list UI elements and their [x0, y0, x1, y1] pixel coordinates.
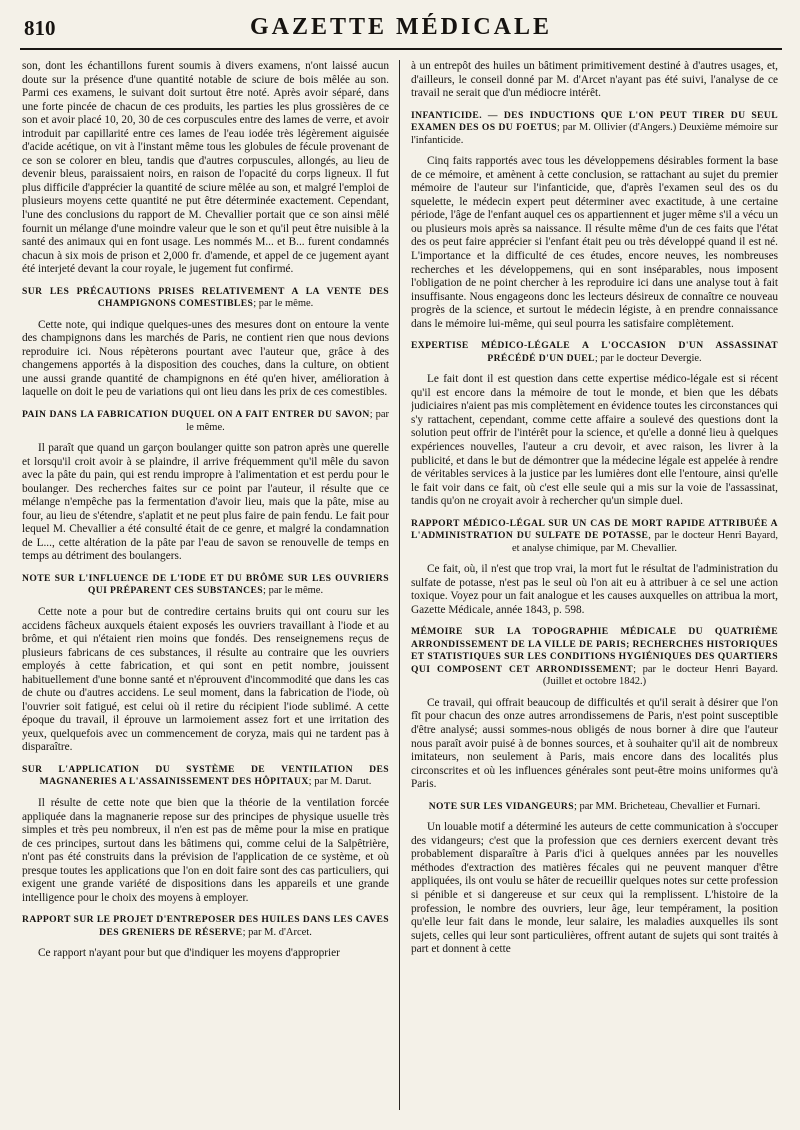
section-heading [411, 626, 778, 689]
section-heading-title: PAIN DANS LA FABRICATION DUQUEL ON A FAIT ENTRER DU SAVON [22, 409, 370, 421]
paragraph: à un entrepôt des huiles un bâtiment primitivement destiné à d'autres usages, et, d'ailleurs, le conseil donné par M. d'Arcet n'ayant pas été suivi, l'analyse de ce travail ne serait que d'un médiocre intérêt. [411, 60, 778, 100]
section-heading-title: SUR L'APPLICATION DU SYSTÈME DE VENTILATION DES MAGNANERIES A L'ASSAINISSEMENT DES HÔPITAUX [22, 763, 389, 788]
section-heading-author: ; par M. Darut. [308, 776, 372, 788]
paragraph: Ce rapport n'ayant pour but que d'indiquer les moyens d'approprier [38, 947, 340, 960]
paragraph: Cette note a pour but de contredire certains bruits qui ont couru sur les accidens fâcheux auxquels étaient exposés les ouvriers travaillant à l'iode et au brôme, et qui n'étaient rien moins que fondés. Des renseignemens reçus de plusieurs fabricans de ces substances, il résulte au contraire que les ouvriers employés à cette fabrication, et qui sont en petit nombre, jouissent habituellement d'une bonne santé et n'éprouvent d'incommodité que dans les cas de chute ou d'autres accidens. Le seul moment, dans la fabrication de l'iode, où l'ouvrier soit fatigué, est celui où il retire du récipient l'iode sublimé. A cette époque du travail, il éprouve un larmoiement assez fort et une irritation des yeux, quelquefois avec un commencement de coryza, mais qui ne tardent pas à disparaître. [22, 605, 389, 754]
section-heading-author: ; par le même. [253, 298, 314, 310]
section-heading-title: INFANTICIDE. — DES INDUCTIONS QUE L'ON PEUT TIRER DU SEUL EXAMEN DES OS DU FOETUS [411, 109, 778, 134]
section-heading-title: SUR LES PRÉCAUTIONS PRISES RELATIVEMENT A LA VENTE DES CHAMPIGNONS COMESTIBLES [22, 285, 389, 310]
section-heading [22, 573, 389, 598]
section-heading [22, 764, 389, 789]
section-heading-author: ; par le docteur Henri Bayard. (Juillet et octobre 1842.) [542, 663, 778, 688]
right-column [411, 60, 778, 1120]
section-heading [22, 409, 389, 434]
section-heading-title: EXPERTISE MÉDICO-LÉGALE A L'OCCASION D'UN ASSASSINAT PRÉCÉDÉ D'UN DUEL [411, 340, 778, 364]
journal-title: GAZETTE MÉDICALE [249, 14, 553, 40]
section-heading [411, 801, 778, 814]
paragraph: Ce fait, où, il n'est que trop vrai, la mort fut le résultat de l'administration du sulfate de potasse, n'est pas le seul où l'on ait eu à attribuer à ce sel une action toxique. Voyez pour un fait analogue et les causes auxquelles on attribua la mort, Gazette Médicale, année 1843, p. 598. [411, 563, 778, 616]
section-heading-author: ; par MM. Bricheteau, Chevallier et Furnari. [573, 800, 761, 812]
section-heading-author: ; par M. Ollivier (d'Angers.) Deuxième mémoire sur l'infanticide. [411, 122, 778, 146]
paragraph: Cette note, qui indique quelques-unes des mesures dont on entoure la vente des champignons dans les marchés de Paris, ne contient rien que nous devions reproduire ici. Nous répèterons pourtant avec l'auteur que, grâce à des changemens apportés à la disposition des couches, dans la culture, on obtient une aussi grande quantité de champignons en été qu'en hiver, amélioration à laquelle on doit le peu de variations qui ont lieu dans les prix de ces comestibles. [22, 318, 389, 399]
section-heading [22, 286, 389, 311]
paragraph: Un louable motif a déterminé les auteurs de cette communication à s'occuper des vidangeurs; c'est que la profession que ces derniers exercent devant très probablement disparaître à Paris d'ici à quelques années par les nouvelles méthodes d'extraction des matières fécales qui ne peuvent manquer d'être appliquées, ils ont voulu se hâter de recueillir quelques notes sur cette profession si pénible et si dangereuse et sur ceux qui la remplissent. L'histoire de la profession, le nombre des ouvriers, leur âge, leur tempérament, la position qu'elle leur fait dans le monde, leur salaire, les maladies auxquelles ils sont sujets, celles qui leur sont particulières, offrent autant de sujets qui sont traités à part et donnent à cette [411, 821, 778, 956]
section-heading-title: NOTE SUR L'INFLUENCE DE L'IODE ET DU BRÔME SUR LES OUVRIERS QUI PRÉPARENT CES SUBSTANCES [22, 572, 389, 597]
section-heading [411, 518, 778, 556]
paragraph: Le fait dont il est question dans cette expertise médico-légale est si récent qu'il est encore dans la mémoire de tout le monde, et bien que les débats judiciaires n'aient pas mis complètement en évidence toutes les circonstances qui s'y rattachent, cependant, comme cette affaire a soulevé des questions dont la solution peut offrir de l'intérêt pour la science, et qu'elle a donné lieu à quelques expériences nouvelles, l'auteur a cru devoir, et avec raison, les livrer à la publicité, et dans le but de démontrer que la médecine légale est appelée à rendre de véritables services à la justice par les lumières dont elle l'entoure, ainsi qu'elle le fait voir dans ce fait, où c'est elle seule qui a mis sur la voie de l'assassinat, tandis qu'on ne croyait avoir à rechercher qu'un simple duel. [411, 373, 778, 508]
section-heading-author: ; par le même. [263, 585, 324, 597]
column-divider [399, 60, 400, 1110]
section-heading [411, 110, 778, 148]
section-heading-author: ; par M. d'Arcet. [242, 926, 312, 938]
paragraph: Ce travail, qui offrait beaucoup de difficultés et qu'il serait à désirer que l'on fît pour chacun des onze autres arrondissemens de Paris, n'est point susceptible d'être analysé; aussi sommes-nous obligés de nous borner à dire que l'auteur nous paraît avoir puisé à de bonnes sources, et à souhaiter qu'il ait de nombreux imitateurs, non seulement à Paris, mais encore dans des localités plus circonscrites et où les influences générales sont peut-être moins uniformes qu'à Paris. [411, 696, 778, 791]
section-heading-title: NOTE SUR LES VIDANGEURS [428, 800, 574, 812]
paragraph: son, dont les échantillons furent soumis à divers examens, n'ont laissé aucun doute sur la présence d'une quantité notable de sciure de bois mêlée au son. Parmi ces examens, le suivant doit surtout être noté. Après avoir séparé, dans une forte pincée de chacun de ces produits, les parties les plus grossières de ce son et avoir placé 10, 20, 30 de ces corpuscules entre des lames de verre, et avoir introduit par capillarité entre ces lames de l'eau iodée très légèrement aiguisée d'acide acétique, on vit à l'instant même tous les globules de fécule provenant de ce son se colorer en bleu, tandis que d'autres corpuscules, allongés, au lieu de devenir bleus, paraissaient noirs, en raison de l'opacité du corps ligneux. Il fut plus difficile d'apprécier la quantité de sciure mêlée au son, et malgré l'emploi de plusieurs moyens cette quantité ne put être déterminée exactement. Cependant, l'une des conclusions du rapport de M. Chevallier portait que ce son ainsi mêlé fournit un mélange d'une moindre valeur que le son et qu'il peut être nuisible à la santé des animaux qui en font usage. Les nommés M... et B... furent condamnés chacun à six mois de prison et 2,000 fr. d'amende, et appel de ce jugement ayant été interjeté devant la cour royale, le jugement fut confirmé. [22, 60, 389, 276]
section-heading-title: RAPPORT MÉDICO-LÉGAL SUR UN CAS DE MORT RAPIDE ATTRIBUÉE A L'ADMINISTRATION DU SULFATE DE POTASSE [411, 517, 778, 542]
paragraph: Il paraît que quand un garçon boulanger quitte son patron après une querelle et lorsqu'il croit avoir à se plaindre, il arrive fréquemment qu'il mêle du savon avec la pâte du pain, qui est rendu impropre à l'alimentation et est perdu pour le boulanger. Des recherches faites sur ce point par l'auteur, il résulte que ce mélange n'empêche pas la fermentation d'avoir lieu, mais que la pâte, mise au four, au lieu de s'étendre, s'aplatit et ne peut plus faire de pain fendu. Le fait pour lequel M. Chevallier a été consulté était de ce genre, et malgré la condamnation de L..., cette altération de la pâte par l'eau de savon se renouvelle de temps en temps au détriment des boulangers. [22, 442, 389, 563]
section-heading-title: RAPPORT SUR LE PROJET D'ENTREPOSER DES HUILES DANS LES CAVES DES GRENIERS DE RÉSERVE [22, 914, 389, 938]
section-heading [411, 340, 778, 365]
section-heading [22, 914, 389, 939]
section-heading-author: ; par le même. [186, 409, 389, 433]
page-header [20, 14, 782, 50]
paragraph: Cinq faits rapportés avec tous les développemens désirables forment la base de ce mémoire, et amènent à cette conclusion, se rattachant au sujet du premier mémoire de l'auteur sur l'infanticide, que, d'après l'examen seul des os du squelette, le médecin expert peut déterminer avec exactitude, à une certaine période, l'âge de l'enfant auquel ces os appartiennent et juger même s'il a vécu un ou plusieurs mois après sa naissance. Il résulte même d'un de ces faits que l'état des os peut faire apprécier si l'enfant était peu ou très développé quand il est né. L'importance et la difficulté de ces études, encore neuves, les nombreuses recherches et les développemens, qui en sont inséparables, nous imposent l'obligation de ne point chercher à les reproduire ici dans une analyse tout à fait insuffisante. Nous engageons donc les lecteurs désireux de connaître ce nouveau progrès de la science, et surtout le médecin légiste, à en prendre connaissance dans le mémoire lui-même, qui seul pourra les satisfaire complètement. [411, 155, 778, 330]
section-heading-author: , par le docteur Henri Bayard, et analyse chimique, par M. Chevallier. [511, 530, 778, 554]
left-column [22, 60, 389, 1120]
section-heading-author: ; par le docteur Devergie. [594, 352, 702, 364]
page-number: 810 [24, 16, 56, 40]
section-heading-title: MÉMOIRE SUR LA TOPOGRAPHIE MÉDICALE DU QUATRIÈME ARRONDISSEMENT DE LA VILLE DE PARIS; RECHERCHES HISTORIQUES ET STATISTIQUES SUR LES CONDITIONS HYGIÉNIQUES DES QUARTIERS QUI COMPOSENT CET ARRONDISSEMENT [411, 626, 778, 675]
paragraph: Il résulte de cette note que bien que la théorie de la ventilation forcée appliquée dans la magnanerie repose sur des principes de physique usuelle très simples et très peu nombreux, il n'en est pas de même pour la mise en pratique de ces principes, surtout dans les bâtimens qui, comme celui de la Salpêtrière, n'ont pas été construits dans la prévision de l'application de ce système, et où presque toutes les applications que l'on en doit faire sont des cas particuliers, qui exigent une grande variété de dispositions dans les appareils et une grande intelligence pour le choix des moyens à employer. [22, 796, 389, 904]
